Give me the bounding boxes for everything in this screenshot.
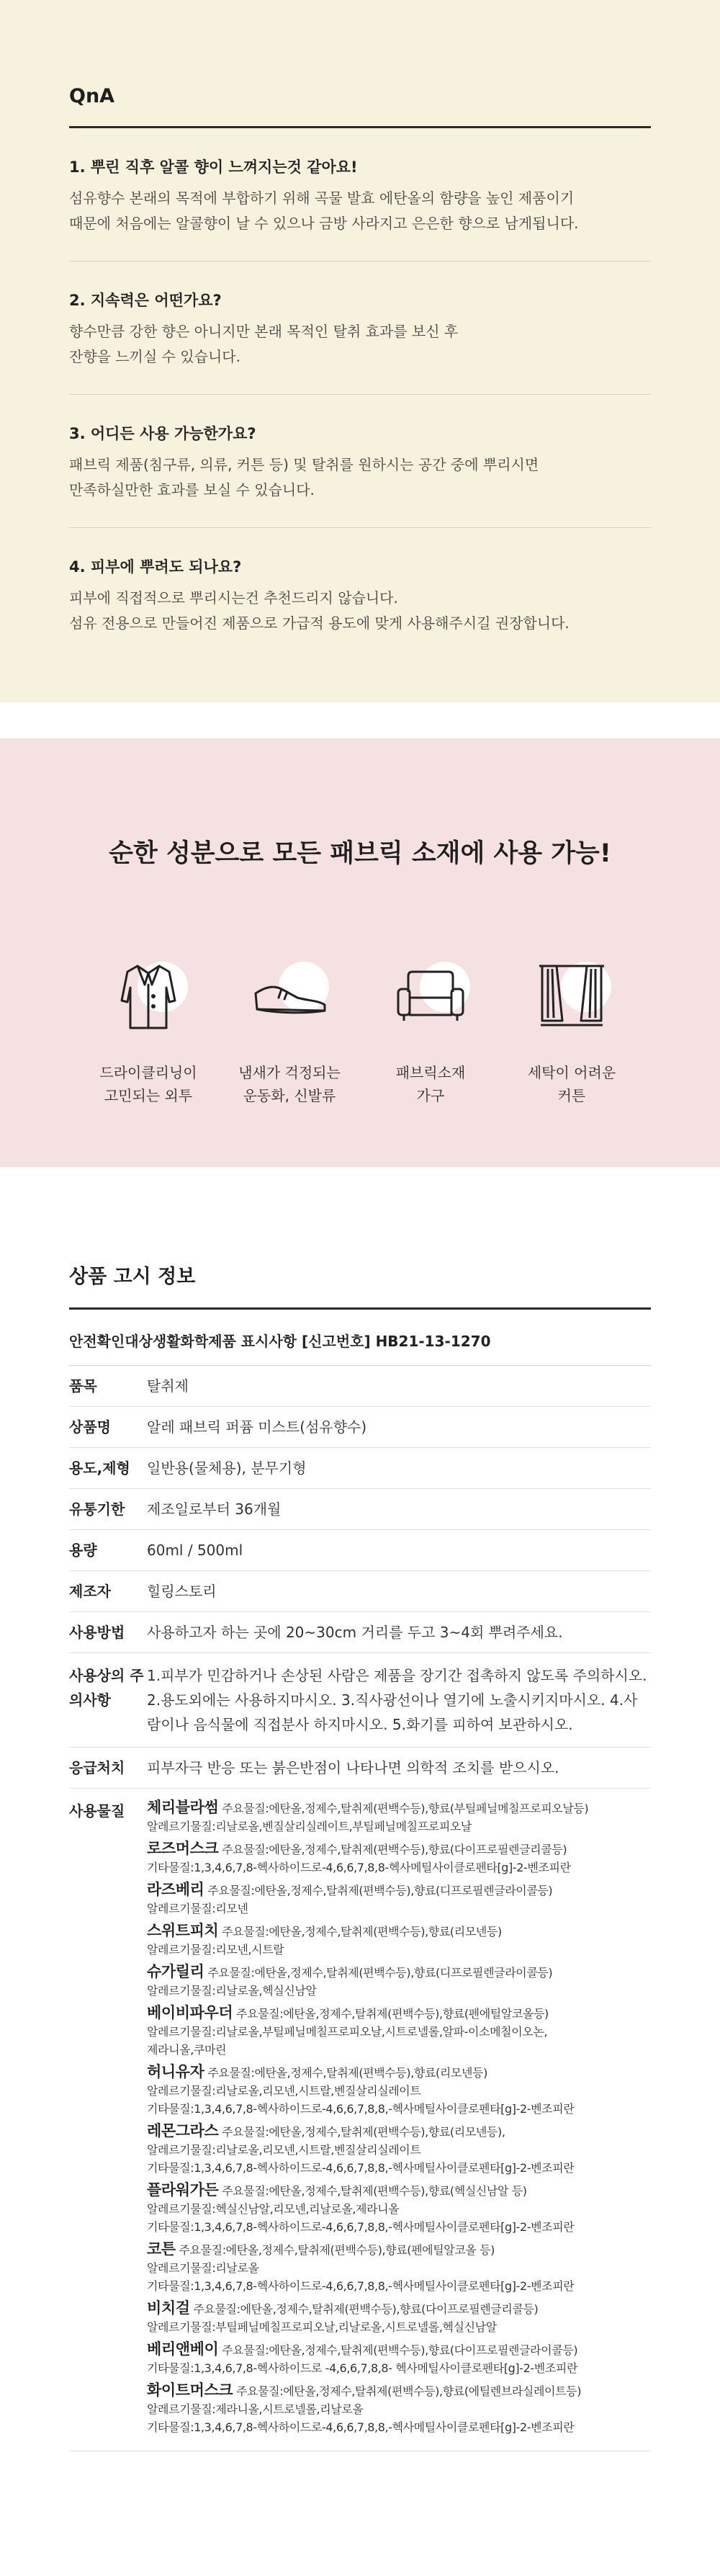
notice-row-value: 일반용(물체용), 분무기형 (147, 1459, 307, 1477)
substance-entry (147, 1840, 651, 1877)
notice-row-value: 1.피부가 민감하거나 손상된 사람은 제품을 장기간 접촉하지 않도록 주의하시오. 2.용도외에는 사용하지마시오. 3.직사광선이나 열기에 노출시키지마시오. 4.사람이나 음식물에 직접분사 하지마시오. 5.화기를 피하여 보관하시오. (147, 1667, 647, 1733)
qna-question: 2. 지속력은 어떤가요? (69, 292, 222, 309)
substance-entry (147, 2063, 651, 2118)
notice-row-value: 힐링스토리 (147, 1583, 217, 1600)
substance-entry (147, 2340, 651, 2377)
substance-name: 비치걸 (147, 2299, 190, 2317)
notice-row-label: 사용방법 (69, 1624, 125, 1641)
curtain-icon (532, 956, 611, 1035)
substance-name: 라즈베리 (147, 1881, 204, 1898)
notice-title: 상품 고시 정보 (69, 1261, 651, 1310)
qna-question: 3. 어디든 사용 가능한가요? (69, 425, 256, 442)
substance-entry (147, 2382, 651, 2436)
fabric-label: 세탁이 어려운 커튼 (527, 1064, 616, 1104)
fabric-label: 패브릭소재 가구 (395, 1064, 466, 1104)
substance-main: 주요물질:에탄올,정제수,탈취제(편백수등),향료(다이프로필렌글리콜등) (222, 1843, 567, 1856)
substances-list (147, 1799, 651, 2441)
notice-row-value: 알레 패브릭 퍼퓸 미스트(섬유향수) (147, 1418, 367, 1436)
substance-main: 주요물질:에탄올,정제수,탈취제(편백수등),향료(에틸렌브라실레이트등) (236, 2384, 582, 2398)
notice-row-value: 60ml / 500ml (147, 1542, 243, 1559)
substance-detail: 알레르기물질:리날로올,리모넨,시트랄,벤질살리실레이트 (147, 2084, 421, 2098)
substance-detail: 알레르기물질:제라니올,시트로넬롤,리날로올 (147, 2402, 364, 2416)
notice-row (69, 1407, 651, 1448)
fabric-item-sofa (360, 956, 501, 1107)
notice-table (69, 1366, 651, 1789)
qna-answer: 향수만큼 강한 향은 아니지만 본래 목적인 탈취 효과를 보신 후 잔향을 느끼실 수 있습니다. (69, 323, 459, 365)
notice-row-value: 사용하고자 하는 곳에 20~30cm 거리를 두고 3~4회 뿌려주세요. (147, 1624, 563, 1641)
substance-name: 코튼 (147, 2240, 176, 2258)
notice-row-label: 용도,제형 (69, 1459, 130, 1477)
substance-entry (147, 2181, 651, 2236)
substance-main: 주요물질:에탄올,정제수,탈취제(편백수등),향료(펜에틸알코올등) (236, 2007, 549, 2021)
substance-detail: 알레르기물질:헥실신남알,리모넨,리날로올,제라니올 (147, 2202, 400, 2216)
substance-main: 주요물질:에탄올,정제수,탈취제(편백수등),향료(다이프로필렌글리콜등) (193, 2302, 539, 2316)
substance-name: 허니유자 (147, 2063, 204, 2080)
fabric-label: 드라이클리닝이 고민되는 외투 (99, 1064, 197, 1104)
substance-name: 베이비파우더 (147, 2004, 233, 2021)
substance-main: 주요물질:에탄올,정제수,탈취제(편백수등),향료(다이프로필렌글라이콜등) (222, 2343, 578, 2357)
notice-row-label: 유통기한 (69, 1501, 125, 1518)
notice-row (69, 1530, 651, 1571)
substances-label: 사용물질 (69, 1802, 125, 1820)
notice-row-value: 탈취제 (147, 1377, 189, 1395)
substance-name: 화이트머스크 (147, 2382, 233, 2399)
substance-detail: 알레르기물질:리날로올,벤질살리실레이트,부틸페닐메칠프로피오날 (147, 1820, 472, 1833)
substance-detail: 알레르기물질:부틸페닐메칠프로피오날,리날로올,시트로넬롤,헥실신남알 (147, 2320, 497, 2334)
substance-detail: 기타물질:1,3,4,6,7,8-헥사하이드로 -4,6,6,7,8,8- 헥사메틸사이클로펜타[g]-2-벤조피란 (147, 2361, 578, 2375)
notice-row (69, 1612, 651, 1653)
substance-main: 주요물질:에탄올,정제수,탈취제(편백수등),향료(헥실신남알 등) (222, 2184, 527, 2198)
notice-row-label: 응급처치 (69, 1759, 125, 1776)
substance-entry (147, 1922, 651, 1959)
substance-name: 스위트피치 (147, 1922, 219, 1939)
substance-entry (147, 1881, 651, 1918)
substance-detail: 알레르기물질:리날로올 (147, 2261, 259, 2275)
substance-name: 체리블라썸 (147, 1799, 219, 1816)
substance-main: 주요물질:에탄올,정제수,탈취제(편백수등),향료(리모넨등) (222, 1925, 502, 1938)
qna-question: 4. 피부에 뿌려도 되나요? (69, 558, 242, 576)
notice-row (69, 1489, 651, 1530)
notice-row-label: 품목 (69, 1377, 97, 1395)
fabric-section (0, 738, 720, 1167)
qna-item (69, 395, 651, 528)
qna-section (0, 0, 720, 702)
notice-row-label: 용량 (69, 1542, 97, 1559)
notice-row (69, 1653, 651, 1748)
substance-main: 주요물질:에탄올,정제수,탈취제(편백수등),향료(펜에틸알코올 등) (179, 2243, 495, 2257)
substance-detail: 알레르기물질:리모넨 (147, 1902, 248, 1915)
qna-answer: 피부에 직접적으로 뿌리시는건 추천드리지 않습니다. 섬유 전용으로 만들어진 제품으로 가급적 용도에 맞게 사용해주시길 권장합니다. (69, 589, 570, 632)
qna-item (69, 528, 651, 661)
fabric-item-shoe (219, 956, 360, 1107)
substance-name: 로즈머스크 (147, 1840, 219, 1857)
notice-row-label: 사용상의 주의사항 (69, 1667, 144, 1709)
substance-detail: 알레르기물질:리날로올,부틸페닐메칠프로피오날,시트로넬롤,알파-이소메칠이오논, (147, 2025, 548, 2039)
notice-row-label: 제조자 (69, 1583, 111, 1600)
fabric-item-coat (78, 956, 219, 1107)
substance-entry (147, 2004, 651, 2059)
substance-detail: 알레르기물질:리날로올,리모넨,시트랄,벤질살리실레이트 (147, 2143, 421, 2157)
notice-row (69, 1748, 651, 1789)
notice-subtitle: 안전확인대상생활화학제품 표시사항 [신고번호] HB21-13-1270 (69, 1310, 651, 1366)
substance-name: 레몬그라스 (147, 2122, 219, 2139)
shoe-icon (250, 956, 329, 1035)
notice-row-label: 상품명 (69, 1418, 111, 1436)
substance-main: 주요물질:에탄올,정제수,탈취제(편백수등),향료(디프로필렌글라이콜등) (207, 1966, 553, 1980)
substance-name: 슈가릴리 (147, 1963, 204, 1980)
fabric-label: 냄새가 걱정되는 운동화, 신발류 (238, 1064, 341, 1104)
substance-main: 주요물질:에탄올,정제수,탈취제(편백수등),향료(부틸페닐메칠프로피오날등) (222, 1802, 589, 1815)
notice-row (69, 1366, 651, 1407)
substances-row (69, 1789, 651, 2451)
qna-item (69, 261, 651, 395)
qna-title: QnA (69, 85, 651, 128)
substance-name: 플라워가든 (147, 2181, 219, 2199)
substance-detail: 기타물질:1,3,4,6,7,8-헥사하이드로-4,6,6,7,8,8,-헥사메틸사이클로펜타[g]-2-벤조피란 (147, 2102, 575, 2116)
product-notice-section (0, 1167, 720, 2451)
substance-detail: 기타물질:1,3,4,6,7,8-헥사하이드로-4,6,6,7,8,8-헥사메틸사이클로펜타[g]-2-벤조피란 (147, 1861, 571, 1874)
substance-detail: 제라니올,쿠마린 (147, 2043, 227, 2057)
substance-entry (147, 2122, 651, 2177)
notice-row-value: 제조일로부터 36개월 (147, 1501, 282, 1518)
substance-name: 베리앤베이 (147, 2340, 219, 2358)
qna-question: 1. 뿌린 직후 알콜 향이 느껴지는것 같아요! (69, 158, 358, 176)
coat-icon (109, 956, 188, 1035)
notice-row (69, 1448, 651, 1489)
fabric-icon-row (0, 956, 720, 1107)
notice-row (69, 1571, 651, 1612)
qna-item (69, 128, 651, 261)
qna-answer: 섬유향수 본래의 목적에 부합하기 위해 곡물 발효 에탄올의 함량을 높인 제품이기 때문에 처음에는 알콜향이 날 수 있으나 금방 사라지고 은은한 향으로 남게됩니다. (69, 189, 579, 232)
substance-entry (147, 2240, 651, 2295)
substance-main: 주요물질:에탄올,정제수,탈취제(편백수등),향료(리모넨등) (207, 2066, 487, 2080)
fabric-title: 순한 성분으로 모든 패브릭 소재에 사용 가능! (109, 839, 611, 868)
substance-detail: 기타물질:1,3,4,6,7,8-헥사하이드로-4,6,6,7,8,8,-헥사메틸사이클로펜타[g]-2-벤조피란 (147, 2161, 575, 2175)
substance-entry (147, 1799, 651, 1835)
fabric-item-curtain (501, 956, 642, 1107)
substance-entry (147, 2299, 651, 2336)
substance-detail: 기타물질:1,3,4,6,7,8-헥사하이드로-4,6,6,7,8,8,-헥사메틸사이클로펜타[g]-2-벤조피란 (147, 2279, 575, 2293)
substance-detail: 알레르기물질:리모넨,시트랄 (147, 1943, 284, 1956)
substance-entry (147, 1963, 651, 2000)
substance-detail: 기타물질:1,3,4,6,7,8-헥사하이드로-4,6,6,7,8,8,-헥사메틸사이클로펜타[g]-2-벤조피란 (147, 2220, 575, 2234)
substance-detail: 알레르기물질:리날로올,헥실신남알 (147, 1984, 317, 1998)
substance-main: 주요물질:에탄올,정제수,탈취제(편백수등),향료(리모넨등), (222, 2125, 505, 2139)
substance-detail: 기타물질:1,3,4,6,7,8-헥사하이드로-4,6,6,7,8,8,-헥사메틸사이클로펜타[g]-2-벤조피란 (147, 2420, 575, 2434)
qna-list (69, 128, 651, 661)
sofa-icon (391, 956, 470, 1035)
qna-answer: 패브릭 제품(침구류, 의류, 커튼 등) 및 탈취를 원하시는 공간 중에 뿌리시면 만족하실만한 효과를 보실 수 있습니다. (69, 456, 539, 498)
notice-row-value: 피부자극 반응 또는 붉은반점이 나타나면 의학적 조치를 받으시오. (147, 1759, 559, 1776)
substance-main: 주요물질:에탄올,정제수,탈취제(편백수등),향료(디프로필렌글라이콜등) (207, 1884, 553, 1897)
